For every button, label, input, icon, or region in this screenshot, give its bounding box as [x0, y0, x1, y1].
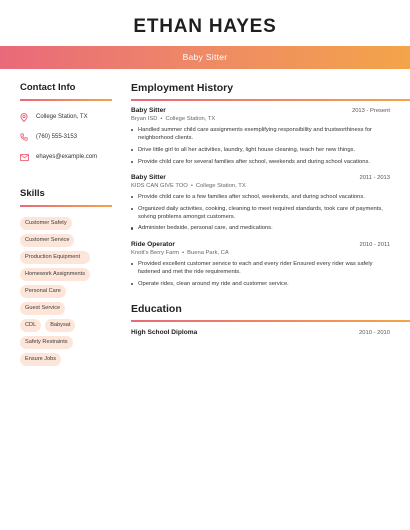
- skills-heading: Skills: [20, 188, 45, 199]
- candidate-name: ETHAN HAYES: [133, 16, 277, 37]
- contact-heading: Contact Info: [20, 82, 76, 93]
- separator-dot: •: [160, 116, 163, 122]
- skill-tag: Production Equipment: [20, 251, 90, 264]
- skill-tag: Customer Service: [20, 234, 74, 247]
- education-divider: [131, 320, 410, 322]
- employment-divider: [131, 99, 410, 101]
- skills-section: [20, 188, 112, 366]
- skill-tag: Guest Service: [20, 302, 65, 315]
- job-header: [131, 241, 390, 248]
- skill-tag: CDL: [20, 319, 41, 332]
- job-title: Baby Sitter: [131, 173, 166, 181]
- location-pin-icon: [20, 113, 36, 122]
- job-location: Buena Park, CA: [187, 249, 229, 256]
- education-dates: 2010 - 2010: [359, 330, 390, 337]
- education-section: [131, 303, 390, 336]
- skill-row: [20, 319, 112, 336]
- job-title: Ride Operator: [131, 240, 175, 248]
- contact-email: [20, 147, 112, 167]
- education-entry: [131, 329, 390, 336]
- skill-tag: Safety Restraints: [20, 336, 73, 349]
- sidebar: [20, 82, 112, 370]
- skill-tag: Babysat: [45, 319, 75, 332]
- job-bullets: [131, 126, 390, 166]
- title-banner: [0, 46, 410, 69]
- job-bullet: Provided excellent customer service to each and every rider Ensured every rider was safely fastened and met the ride requirements.: [131, 260, 390, 277]
- skill-tag: Customer Safety: [20, 217, 72, 230]
- contact-location: [20, 107, 112, 127]
- contact-list: [20, 107, 112, 167]
- job-header: [131, 107, 390, 114]
- job-employer-line: [131, 116, 390, 122]
- contact-phone: [20, 127, 112, 147]
- job-bullet: Drive little girl to all her activities, laundry, light house cleaning, teach her new things.: [131, 146, 390, 154]
- job-location: College Station, TX: [165, 116, 216, 122]
- job-bullet: Provide child care to a few families after school, weekends, and during school vacations.: [131, 193, 390, 201]
- job-dates: 2011 - 2013: [359, 174, 390, 181]
- job-dates: 2013 - Present: [351, 108, 390, 114]
- skill-list: [20, 217, 112, 366]
- job-employer: KIDS CAN GIVE TOO: [131, 182, 188, 189]
- job-title-banner-text: Baby Sitter: [182, 52, 228, 62]
- job-entry: [131, 107, 390, 166]
- job-bullet: Handled summer child care assignments exemplifying responsibility and trustworthiness for neighborhood clients.: [131, 126, 390, 143]
- skill-tag: Personal Care: [20, 285, 66, 298]
- contact-phone-text: (760) 555-3153: [36, 134, 78, 140]
- job-bullets: [131, 193, 390, 233]
- job-bullets: [131, 260, 390, 288]
- phone-icon: [20, 133, 36, 141]
- skill-tag: Homework Assignments: [20, 268, 90, 281]
- job-bullet: Provide child care for several families after school, weekends and during school vacations.: [131, 158, 390, 166]
- job-title: Baby Sitter: [131, 107, 166, 114]
- contact-location-text: College Station, TX: [36, 114, 88, 120]
- job-entry: [131, 241, 390, 288]
- contact-divider: [20, 99, 112, 101]
- separator-dot: •: [182, 249, 185, 256]
- employment-heading: Employment History: [131, 82, 234, 94]
- job-employer: Bryan ISD: [131, 116, 158, 122]
- job-bullet: Operate rides, clean around my ride and customer service.: [131, 280, 390, 288]
- skill-tag: Ensure Jobs: [20, 353, 61, 366]
- job-entry: [131, 174, 390, 233]
- job-location: College Station, TX: [195, 182, 246, 189]
- envelope-icon: [20, 154, 36, 161]
- education-degree: High School Diploma: [131, 329, 198, 337]
- contact-email-text: ehayes@example.com: [36, 154, 98, 160]
- job-employer-line: [131, 183, 390, 189]
- education-heading: Education: [131, 303, 182, 316]
- job-header: [131, 174, 390, 181]
- separator-dot: •: [190, 182, 193, 189]
- job-employer: Knott's Berry Farm: [131, 249, 180, 256]
- skills-divider: [20, 205, 112, 207]
- job-bullet: Administer bedside, personal care, and medications.: [131, 224, 390, 232]
- job-employer-line: [131, 250, 390, 256]
- job-bullet: Organized daily activities, cooking, cleaning to meet required standards, took care of payments, solving problems amongst customers.: [131, 205, 390, 222]
- main-column: [131, 82, 390, 336]
- job-dates: 2010 - 2011: [359, 241, 390, 248]
